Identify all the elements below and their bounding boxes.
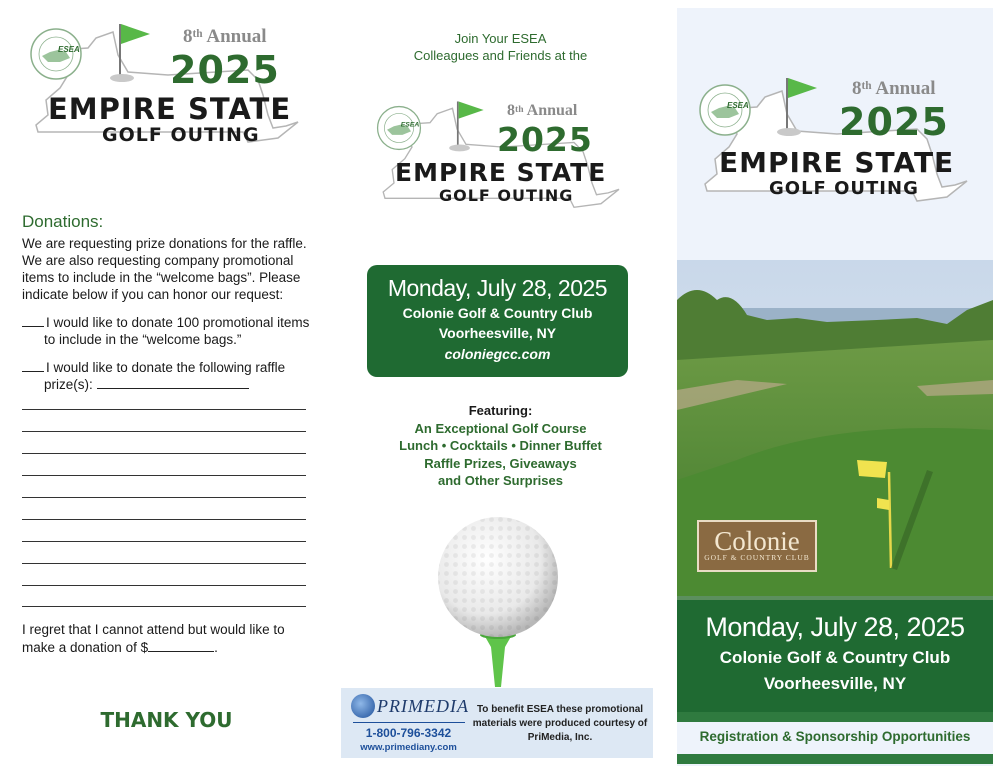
- empire-state-label: EMPIRE STATE: [719, 146, 955, 179]
- svg-text:ESEA: ESEA: [727, 101, 749, 110]
- write-line[interactable]: [22, 519, 306, 520]
- event-date: Monday, July 28, 2025: [387, 275, 608, 301]
- primedia-logo: PRIMEDIA: [377, 696, 469, 716]
- event-city: Voorheesville, NY: [438, 325, 557, 341]
- write-line[interactable]: [22, 431, 306, 432]
- donation-amount-field[interactable]: [148, 651, 214, 652]
- esea-seal-icon: [697, 82, 753, 138]
- empire-state-label: EMPIRE STATE: [48, 92, 292, 126]
- raffle-prize-field[interactable]: [97, 388, 249, 389]
- venue-website-link[interactable]: coloniegcc.com: [444, 346, 551, 362]
- event-logo: [687, 74, 987, 214]
- event-venue: Colonie Golf & Country Club: [719, 648, 951, 667]
- golf-outing-label: GOLF OUTING: [102, 124, 260, 146]
- write-line[interactable]: [22, 585, 306, 586]
- event-venue: Colonie Golf & Country Club: [402, 305, 593, 321]
- registration-label: Registration & Sponsorship Opportunities: [699, 729, 971, 744]
- write-line[interactable]: [22, 453, 306, 454]
- donations-text: We are requesting prize donations for the raffle. We are also requesting company promotional items to include in the “welcome bags”. Please indicate below if you can honor our request:: [22, 236, 307, 302]
- middle-panel: [333, 0, 668, 774]
- donations-title: Donations:: [22, 212, 104, 231]
- write-line[interactable]: [22, 606, 306, 607]
- esea-seal-icon: [28, 26, 84, 82]
- colonie-club-logo: Colonie GOLF & COUNTRY CLUB: [697, 520, 817, 572]
- feature-item: Lunch • Cocktails • Dinner Buffet: [399, 438, 602, 453]
- event-logo: [367, 96, 637, 216]
- empire-state-label: EMPIRE STATE: [395, 158, 607, 187]
- esea-seal-icon: [375, 104, 423, 152]
- featuring-list: Featuring: An Exceptional Golf Course Lunch • Cocktails • Dinner Buffet Raffle Prizes, Giveaways and Other Surprises: [333, 402, 668, 490]
- annual-label: 8th Annual: [507, 102, 578, 119]
- golf-flag-icon: [447, 98, 491, 154]
- event-city: Voorheesville, NY: [763, 674, 907, 693]
- left-panel: [0, 0, 333, 774]
- option-promotional[interactable]: I would like to donate 100 promotional items to include in the “welcome bags.”: [22, 314, 322, 348]
- annual-label: 8th Annual: [183, 26, 267, 47]
- join-text: Join Your ESEA Colleagues and Friends at the: [413, 31, 588, 63]
- primedia-benefit-text: To benefit ESEA these promotional materials were produced courtesy of PriMedia, Inc.: [472, 704, 648, 743]
- feature-item: and Other Surprises: [438, 473, 563, 488]
- golf-flag-icon: [108, 20, 158, 85]
- write-line[interactable]: [22, 409, 306, 410]
- svg-text:ESEA: ESEA: [400, 121, 420, 129]
- primedia-website-link[interactable]: www.primediany.com: [360, 742, 457, 753]
- event-logo: [18, 20, 318, 150]
- option-raffle[interactable]: I would like to donate the following raffle prize(s):: [22, 359, 322, 393]
- write-line[interactable]: [22, 563, 306, 564]
- primedia-sponsor-box: [341, 688, 653, 758]
- feature-item: Raffle Prizes, Giveaways: [424, 455, 577, 471]
- event-date-band: [677, 600, 993, 712]
- checkbox-blank[interactable]: [22, 326, 44, 327]
- checkbox-blank[interactable]: [22, 371, 44, 372]
- annual-label: 8th Annual: [852, 78, 936, 99]
- event-date-box: [367, 265, 628, 377]
- cover-panel: [677, 8, 993, 766]
- svg-text:ESEA: ESEA: [58, 45, 80, 54]
- feature-item: An Exceptional Golf Course: [414, 420, 587, 436]
- thank-you-label: THANK YOU: [100, 708, 233, 732]
- golf-ball-on-tee-icon: [433, 515, 563, 690]
- golf-flag-icon: [775, 74, 825, 139]
- golf-outing-label: GOLF OUTING: [439, 186, 574, 205]
- regret-text: I regret that I cannot attend but would like to make a donation of $ .: [22, 622, 285, 655]
- year-label: 2025: [497, 120, 593, 159]
- event-date: Monday, July 28, 2025: [705, 612, 965, 642]
- primedia-globe-icon: [351, 694, 375, 718]
- golf-outing-label: GOLF OUTING: [769, 178, 919, 199]
- primedia-phone: 1-800-796-3342: [365, 726, 452, 740]
- write-line[interactable]: [22, 541, 306, 542]
- year-label: 2025: [170, 48, 280, 92]
- write-line[interactable]: [22, 497, 306, 498]
- year-label: 2025: [839, 100, 949, 144]
- write-line[interactable]: [22, 475, 306, 476]
